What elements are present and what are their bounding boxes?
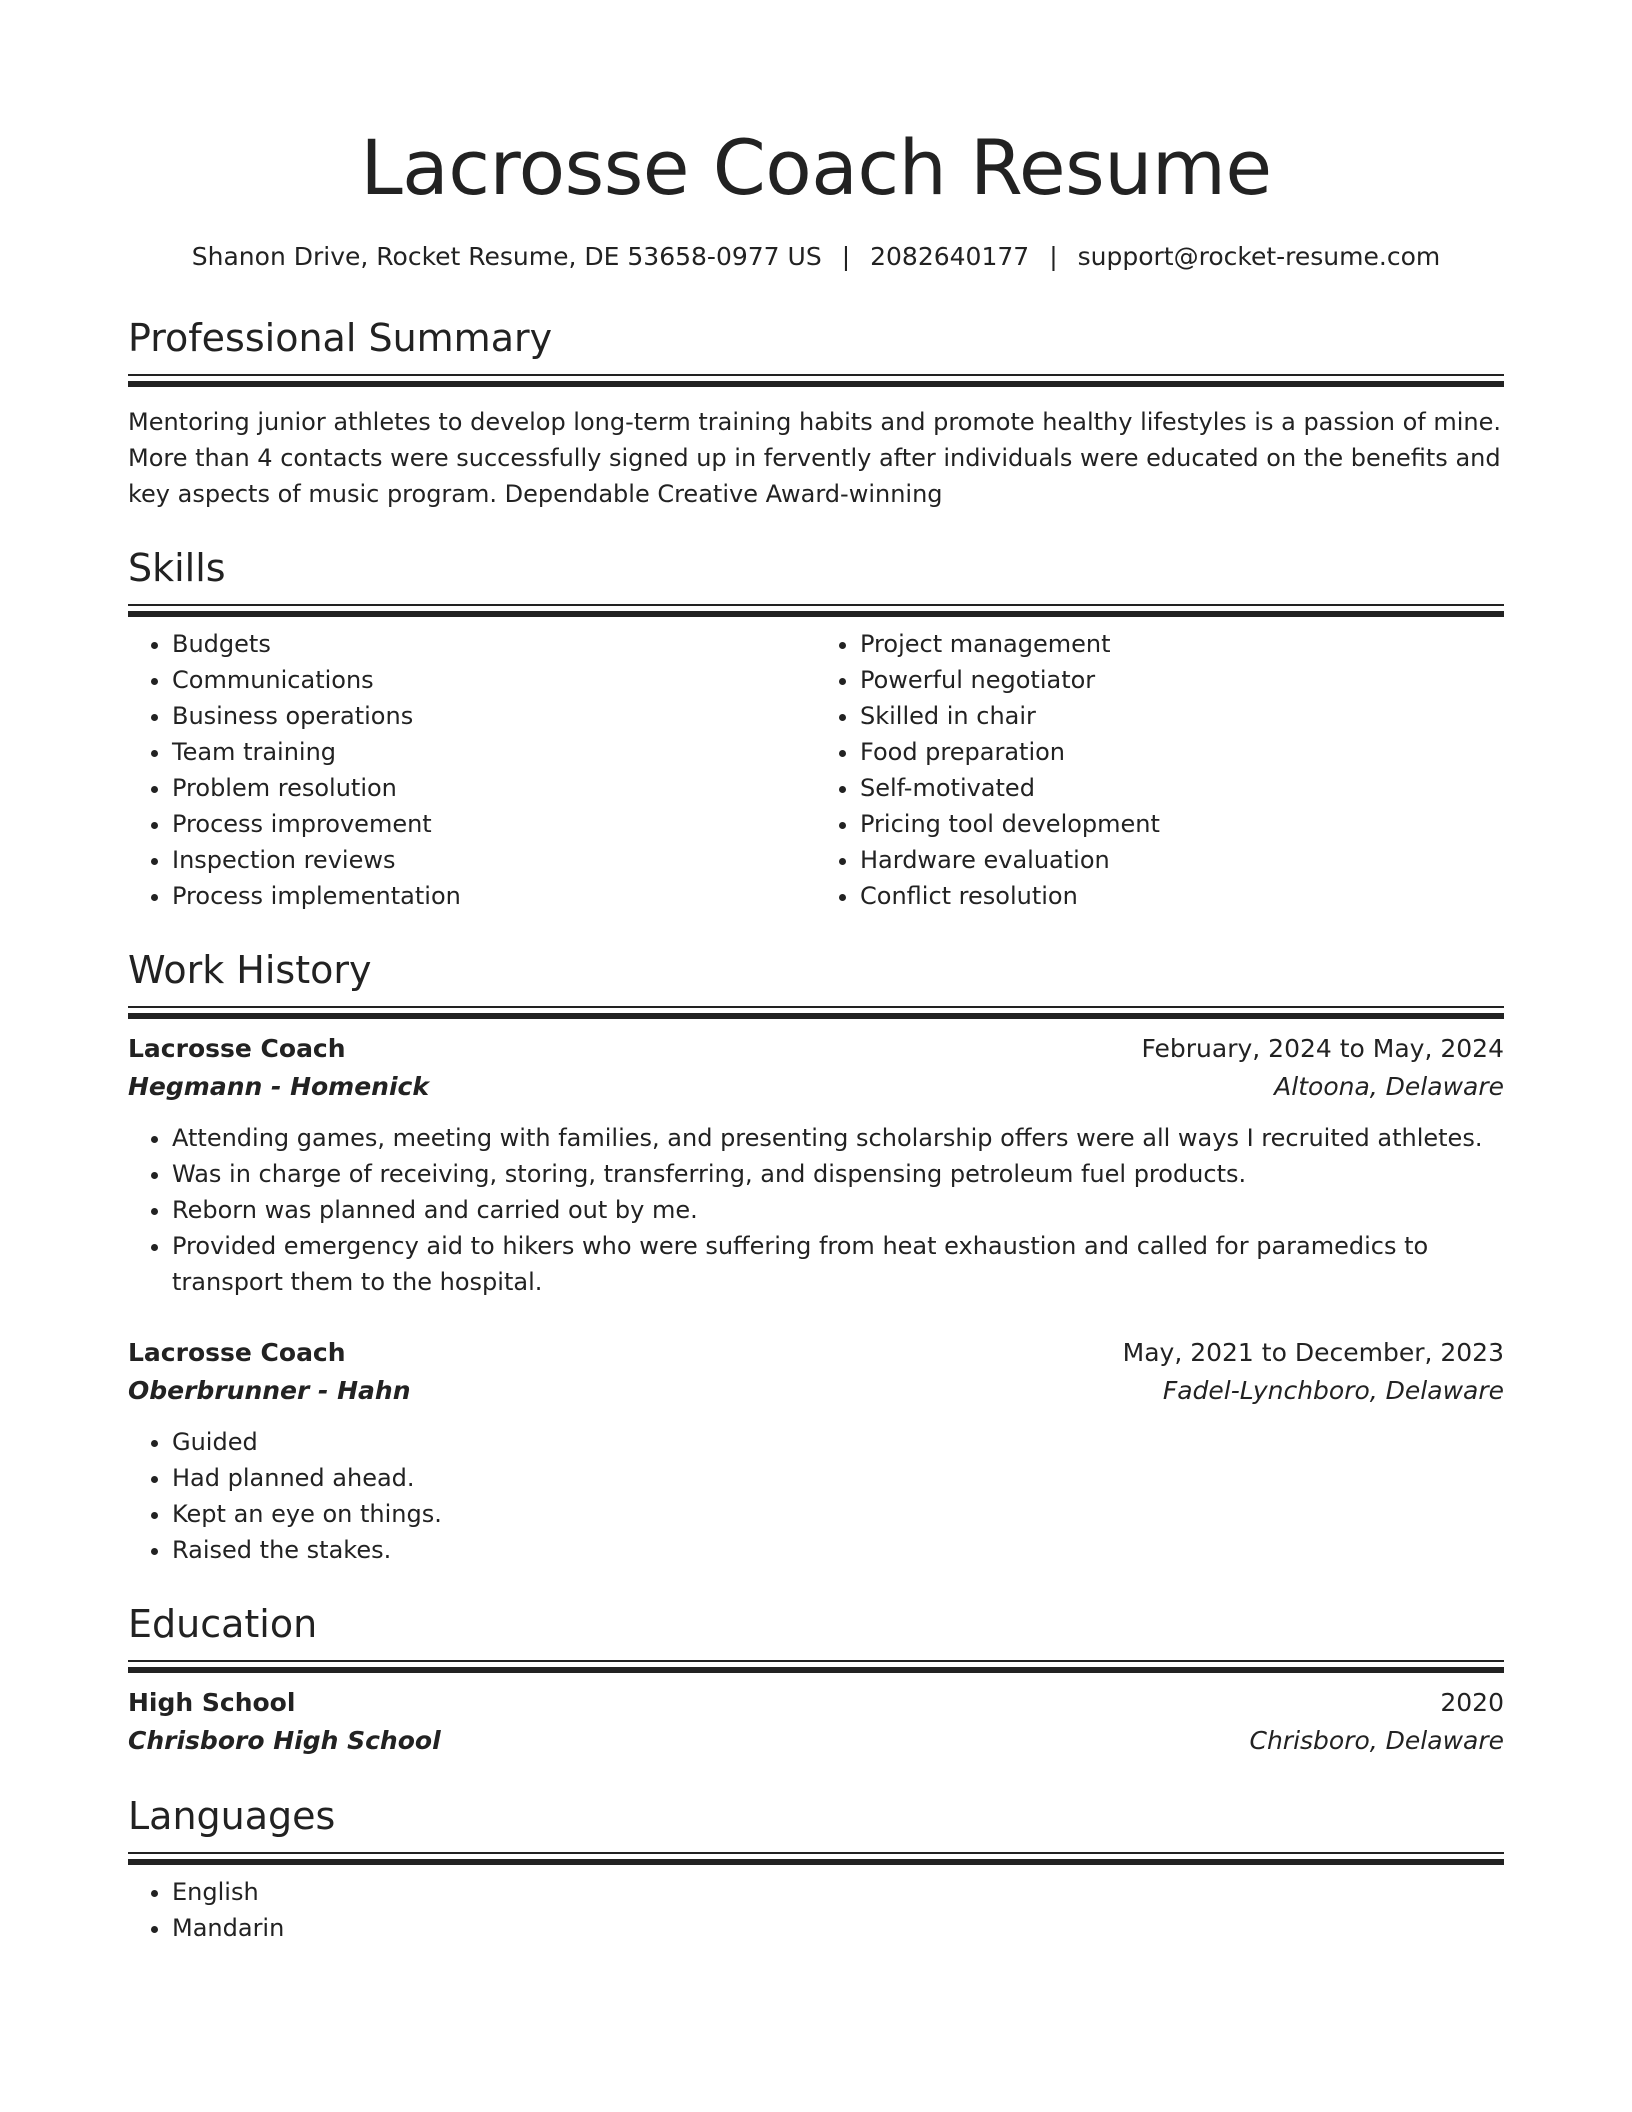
skills-section (128, 544, 1504, 914)
job-entry (128, 1030, 1504, 1300)
skill-item: • Hardware evaluation (860, 842, 1504, 878)
job-duty: • Attending games, meeting with families, and presenting scholarship offers were all ways I recruited athletes. (172, 1120, 1504, 1156)
contact-email: support@rocket-resume.com (1077, 242, 1441, 271)
skill-item: • Food preparation (860, 734, 1504, 770)
skill-item: • Problem resolution (172, 770, 816, 806)
job-duty: • Kept an eye on things. (172, 1496, 1504, 1532)
job-company-row (128, 1068, 1504, 1106)
job-dates: May, 2021 to December, 2023 (1122, 1338, 1504, 1367)
job-dates: February, 2024 to May, 2024 (1141, 1034, 1504, 1063)
job-duty: • Reborn was planned and carried out by me. (172, 1192, 1504, 1228)
education-school-row (128, 1722, 1504, 1760)
skill-item: • Team training (172, 734, 816, 770)
education-entry (128, 1684, 1504, 1760)
skills-list-left (128, 626, 816, 914)
language-item: • English (172, 1874, 1504, 1910)
work-history-section (128, 946, 1504, 1568)
job-duty: • Was in charge of receiving, storing, transferring, and dispensing petroleum fuel products. (172, 1156, 1504, 1192)
contact-separator: | (1049, 242, 1058, 271)
education-heading: Education (128, 1602, 318, 1646)
summary-text: Mentoring junior athletes to develop long-term training habits and promote healthy lifestyles is a passion of mine. More than 4 contacts were successfully signed up in fervently after individuals were educated on the benefits and key aspects of music program. Dependable Creative Award-winning (128, 408, 1501, 508)
skill-item: • Self-motivated (860, 770, 1504, 806)
education-school: Chrisboro High School (128, 1726, 441, 1755)
job-header-row (128, 1334, 1504, 1372)
job-entry (128, 1334, 1504, 1568)
education-location: Chrisboro, Delaware (1249, 1726, 1504, 1755)
skills-list-right (816, 626, 1504, 914)
languages-section (128, 1792, 1504, 1946)
contact-separator: | (841, 242, 851, 271)
skill-item: • Business operations (172, 698, 816, 734)
skill-item: • Communications (172, 662, 816, 698)
section-divider (128, 1852, 1504, 1854)
job-duties-list (128, 1424, 1504, 1568)
skill-item: • Inspection reviews (172, 842, 816, 878)
summary-heading: Professional Summary (128, 316, 553, 360)
job-company: Oberbrunner - Hahn (128, 1376, 411, 1405)
skills-column-right (816, 626, 1504, 914)
skills-heading: Skills (128, 546, 226, 590)
job-duties-list (128, 1120, 1504, 1300)
job-title: Lacrosse Coach (128, 1338, 346, 1367)
languages-list (128, 1874, 1504, 1946)
section-divider (128, 604, 1504, 606)
job-company-row (128, 1372, 1504, 1410)
job-location: Fadel-Lynchboro, Delaware (1162, 1376, 1504, 1405)
language-item: • Mandarin (172, 1910, 1504, 1946)
education-section (128, 1600, 1504, 1760)
skill-item: • Process implementation (172, 878, 816, 914)
skill-item: • Skilled in chair (860, 698, 1504, 734)
section-divider (128, 1660, 1504, 1662)
job-duty: • Guided (172, 1424, 1504, 1460)
contact-address: Shanon Drive, Rocket Resume, DE 53658-0977 US (191, 242, 822, 271)
education-year: 2020 (1440, 1688, 1504, 1717)
skill-item: • Powerful negotiator (860, 662, 1504, 698)
job-company: Hegmann - Homenick (128, 1072, 429, 1101)
job-duty: • Provided emergency aid to hikers who were suffering from heat exhaustion and called for paramedics to transport them to the hospital. (172, 1228, 1504, 1300)
skill-item: • Project management (860, 626, 1504, 662)
skill-item: • Pricing tool development (860, 806, 1504, 842)
work-history-heading: Work History (128, 948, 372, 992)
languages-heading: Languages (128, 1794, 336, 1838)
skills-columns (128, 626, 1504, 914)
job-duty: • Had planned ahead. (172, 1460, 1504, 1496)
education-degree: High School (128, 1688, 296, 1717)
education-header-row (128, 1684, 1504, 1722)
job-duty: • Raised the stakes. (172, 1532, 1504, 1568)
job-location: Altoona, Delaware (1274, 1072, 1504, 1101)
section-divider (128, 1006, 1504, 1008)
resume-title: Lacrosse Coach Resume (360, 123, 1272, 212)
skill-item: • Conflict resolution (860, 878, 1504, 914)
summary-section (128, 314, 1504, 512)
contact-line (128, 240, 1504, 274)
job-header-row (128, 1030, 1504, 1068)
section-divider (128, 374, 1504, 376)
skill-item: • Process improvement (172, 806, 816, 842)
contact-phone: 2082640177 (870, 242, 1030, 271)
job-title: Lacrosse Coach (128, 1034, 346, 1063)
skill-item: • Budgets (172, 626, 816, 662)
skills-column-left (128, 626, 816, 914)
